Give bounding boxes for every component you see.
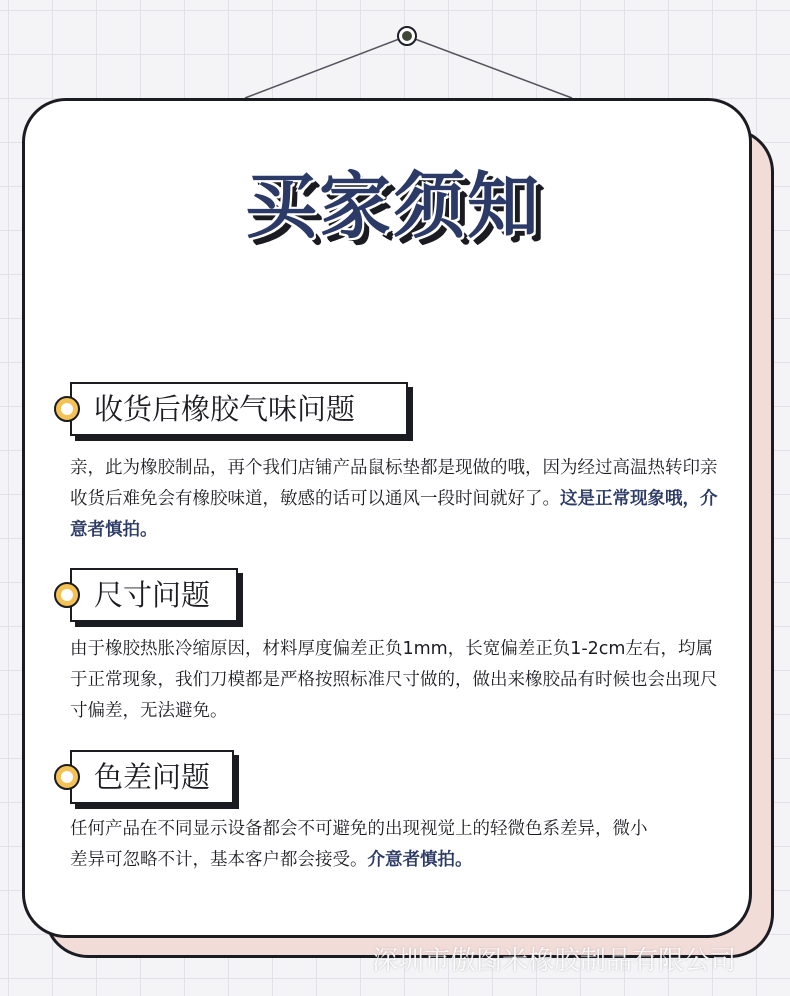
section-2-heading: 尺寸问题 <box>70 568 238 622</box>
ring-bullet-icon <box>54 582 80 608</box>
section-3-highlight: 介意者慎拍。 <box>367 850 473 870</box>
page-title: 买家须知 <box>244 164 541 248</box>
section-2-body <box>70 634 720 727</box>
section-2-text: 由于橡胶热胀冷缩原因，材料厚度偏差正负1mm，长宽偏差正负1-2cm左右，均属于正常现象，我们刀模都是严格按照标准尺寸做的，做出来橡胶品有时候也会出现尺寸偏差，无法避免。 <box>70 639 718 721</box>
section-1-body <box>70 453 720 546</box>
watermark-text: 深圳市傲图米橡胶制品有限公司 <box>372 946 737 976</box>
pin-icon <box>397 26 417 46</box>
hanging-string <box>0 0 790 110</box>
section-1-text: 亲，此为橡胶制品，再个我们店铺产品鼠标垫都是现做的哦，因为经过高温热转印亲收货后难免会有橡胶味道，敏感的话可以通风一段时间就好了。 <box>70 458 718 509</box>
section-3-body <box>70 814 650 876</box>
section-1-heading: 收货后橡胶气味问题 <box>70 382 408 436</box>
section-3-text: 任何产品在不同显示设备都会不可避免的出现视觉上的轻微色系差异，微小差异可忽略不计，基本客户都会接受。 <box>70 819 648 870</box>
section-3-heading: 色差问题 <box>70 750 234 804</box>
ring-bullet-icon <box>54 764 80 790</box>
section-1-highlight: 这是正常现象哦，介意者慎拍。 <box>70 489 718 540</box>
ring-bullet-icon <box>54 396 80 422</box>
